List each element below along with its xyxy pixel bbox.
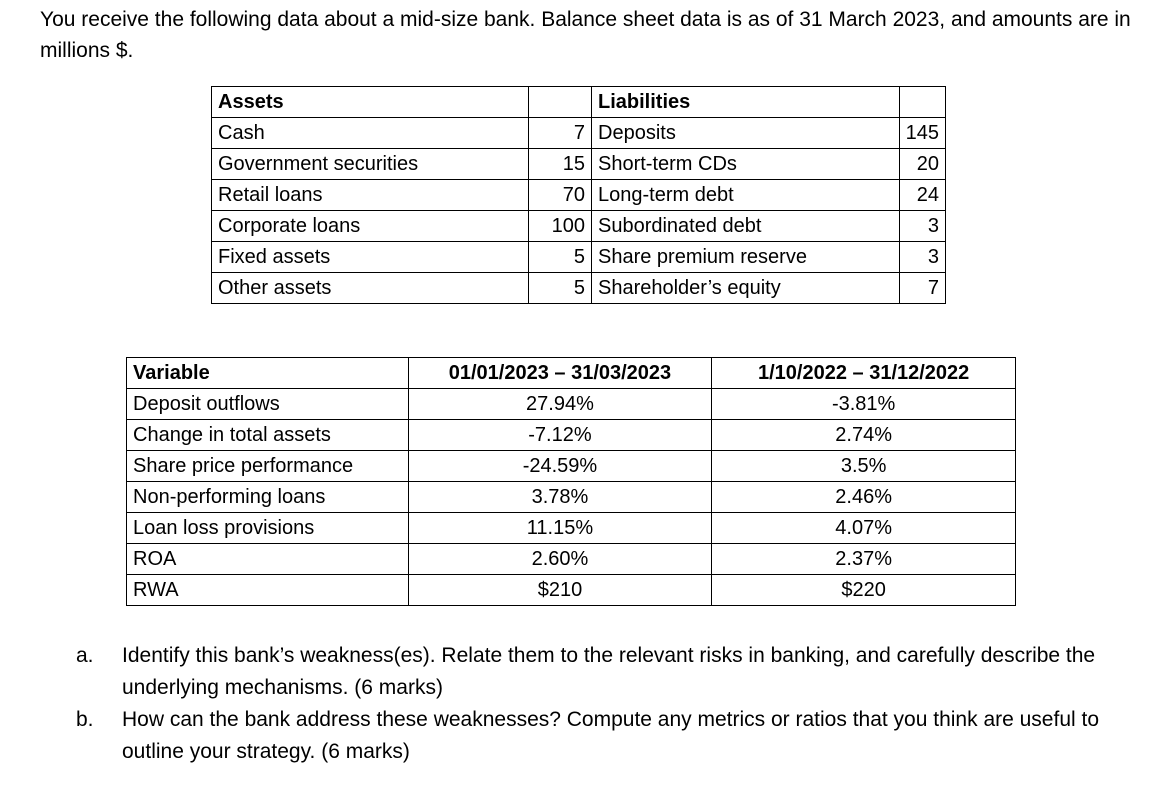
liability-value: 3: [899, 242, 945, 273]
q1-value: -7.12%: [408, 420, 712, 451]
liability-value: 24: [899, 180, 945, 211]
asset-value: 70: [529, 180, 592, 211]
question-item: [76, 640, 1156, 704]
assets-header: Assets: [212, 87, 529, 118]
table-row: [212, 180, 946, 211]
variables-header-row: [127, 358, 1016, 389]
asset-value: 5: [529, 273, 592, 304]
liabilities-value-header: [899, 87, 945, 118]
question-marker: b.: [76, 708, 94, 731]
q1-value: 3.78%: [408, 482, 712, 513]
table-row: [212, 149, 946, 180]
question-marker: a.: [76, 644, 94, 667]
variable-label: Loan loss provisions: [127, 513, 409, 544]
table-row: [127, 544, 1016, 575]
variable-label: Non-performing loans: [127, 482, 409, 513]
balance-sheet-table: [211, 86, 946, 304]
period-q4-header: 1/10/2022 – 31/12/2022: [712, 358, 1016, 389]
question-text: Identify this bank’s weakness(es). Relate them to the relevant risks in banking, and carefully describe the underlying mechanisms. (6 marks): [122, 644, 1096, 699]
variables-table: [126, 357, 1016, 606]
asset-value: 15: [529, 149, 592, 180]
variable-label: Change in total assets: [127, 420, 409, 451]
table-row: [212, 242, 946, 273]
asset-label: Retail loans: [212, 180, 529, 211]
asset-label: Other assets: [212, 273, 529, 304]
table-row: [212, 118, 946, 149]
variable-label: Deposit outflows: [127, 389, 409, 420]
q1-value: 11.15%: [408, 513, 712, 544]
assets-value-header: [529, 87, 592, 118]
question-list: [76, 640, 1156, 768]
liability-label: Deposits: [592, 118, 900, 149]
table-row: [127, 513, 1016, 544]
q1-value: 2.60%: [408, 544, 712, 575]
liability-label: Shareholder’s equity: [592, 273, 900, 304]
asset-label: Government securities: [212, 149, 529, 180]
asset-value: 7: [529, 118, 592, 149]
q1-value: -24.59%: [408, 451, 712, 482]
q4-value: 4.07%: [712, 513, 1016, 544]
variable-header: Variable: [127, 358, 409, 389]
q1-value: 27.94%: [408, 389, 712, 420]
table-row: [212, 273, 946, 304]
asset-label: Cash: [212, 118, 529, 149]
q4-value: 2.37%: [712, 544, 1016, 575]
q4-value: 3.5%: [712, 451, 1016, 482]
table-row: [127, 482, 1016, 513]
liability-label: Subordinated debt: [592, 211, 900, 242]
asset-label: Fixed assets: [212, 242, 529, 273]
intro-paragraph: You receive the following data about a mid-size bank. Balance sheet data is as of 31 March 2023, and amounts are in millions $.: [40, 8, 1131, 62]
q4-value: 2.46%: [712, 482, 1016, 513]
asset-label: Corporate loans: [212, 211, 529, 242]
question-text: How can the bank address these weaknesses? Compute any metrics or ratios that you think are useful to outline your strategy. (6 marks): [122, 708, 1100, 763]
balance-sheet-header-row: [212, 87, 946, 118]
liability-label: Share premium reserve: [592, 242, 900, 273]
asset-value: 100: [529, 211, 592, 242]
table-row: [127, 575, 1016, 606]
variable-label: Share price performance: [127, 451, 409, 482]
liability-value: 145: [899, 118, 945, 149]
table-row: [127, 389, 1016, 420]
q1-value: $210: [408, 575, 712, 606]
question-item: [76, 704, 1156, 768]
liability-label: Short-term CDs: [592, 149, 900, 180]
table-row: [127, 451, 1016, 482]
variable-label: RWA: [127, 575, 409, 606]
liability-value: 3: [899, 211, 945, 242]
variable-label: ROA: [127, 544, 409, 575]
asset-value: 5: [529, 242, 592, 273]
liabilities-header: Liabilities: [592, 87, 900, 118]
q4-value: 2.74%: [712, 420, 1016, 451]
q4-value: -3.81%: [712, 389, 1016, 420]
liability-value: 20: [899, 149, 945, 180]
liability-label: Long-term debt: [592, 180, 900, 211]
period-q1-header: 01/01/2023 – 31/03/2023: [408, 358, 712, 389]
table-row: [127, 420, 1016, 451]
table-row: [212, 211, 946, 242]
q4-value: $220: [712, 575, 1016, 606]
liability-value: 7: [899, 273, 945, 304]
